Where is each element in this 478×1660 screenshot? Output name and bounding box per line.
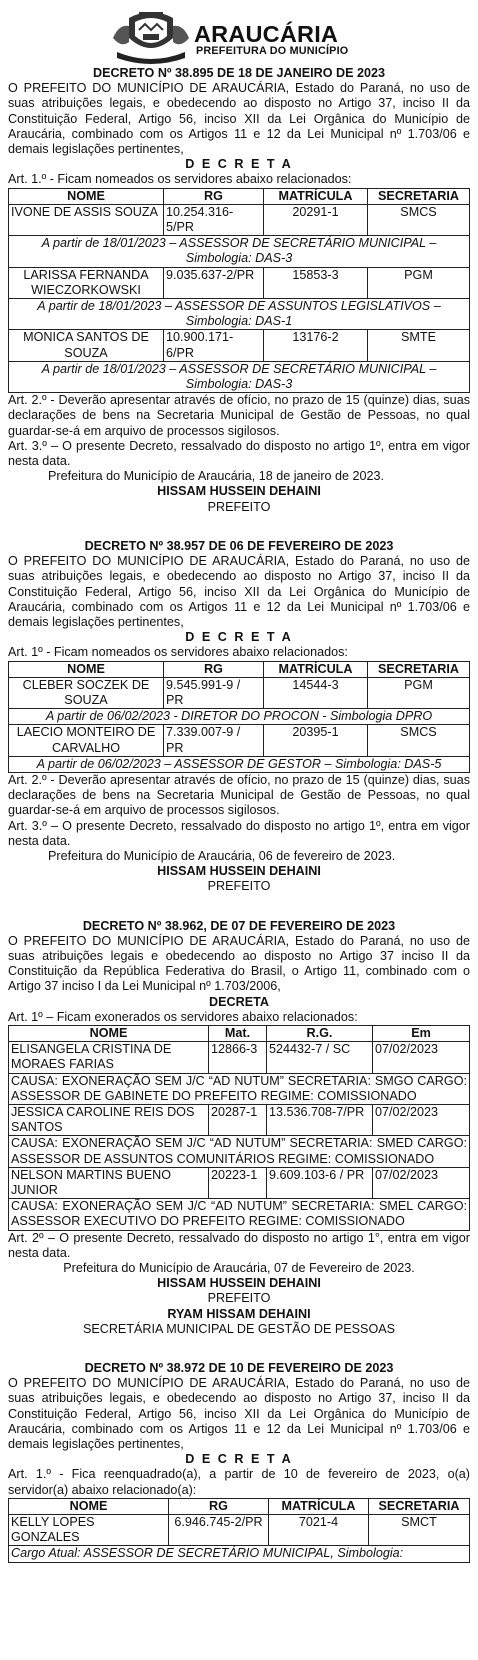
cell-secretaria: SMCS — [368, 204, 470, 235]
cell-nome: NELSON MARTINS BUENO JUNIOR — [9, 1167, 209, 1198]
cell-note: Cargo Atual: ASSESSOR DE SECRETÁRIO MUNICIPAL, Simbologia: — [9, 1546, 470, 1562]
reclassification-table — [8, 1498, 470, 1563]
col-nome: NOME — [9, 661, 164, 677]
decreta-heading: DECRETA — [209, 994, 269, 1009]
cell-secretaria: SMTE — [368, 330, 470, 361]
col-rg: R.G. — [267, 1025, 373, 1041]
signer-role: PREFEITO — [207, 499, 271, 514]
preamble: O PREFEITO DO MUNICÍPIO DE ARAUCÁRIA, Estado do Paraná, no uso de suas atribuições legais e obedecendo ao disposto no Artigo 37 inciso II da Constituição da República Federativa do Brasil, o Artigo 11, combinado com o Artigo 37 inciso I da Lei Municipal nº 1.703/2006, — [8, 933, 470, 994]
signer2-role: SECRETÁRIA MUNICIPAL DE GESTÃO DE PESSOAS — [82, 1321, 396, 1336]
table-row — [9, 267, 470, 298]
cell-secretaria: PGM — [368, 677, 470, 708]
col-secretaria: SECRETARIA — [368, 661, 470, 677]
cell-rg: 9.609.103-6 / PR — [267, 1167, 373, 1198]
cell-rg: 9.035.637-2/PR — [164, 267, 264, 298]
table-row — [9, 1042, 470, 1073]
preamble: O PREFEITO DO MUNICÍPIO DE ARAUCÁRIA, Estado do Paraná, no uso de suas atribuições legais, e obedecendo ao disposto no Artigo 37, inciso II da Constituição Federal, Artigo 56, inciso XII da Lei Orgânica do Município de Araucária, combinado com os Artigos 11 e 12 da Lei Municipal nº 1.703/06 e demais legislações pertinentes, — [8, 81, 470, 157]
cell-mat: 12866-3 — [209, 1042, 267, 1073]
cell-em: 07/02/2023 — [373, 1042, 470, 1073]
preamble: O PREFEITO DO MUNICÍPIO DE ARAUCÁRIA, Estado do Paraná, no uso de suas atribuições legais, e obedecendo ao disposto no Artigo 37, inciso II da Constituição Federal, Artigo 56, inciso XII da Lei Orgânica do Município de Araucária, combinado com os Artigos 11 e 12 da Lei Municipal nº 1.703/06 e demais legislações pertinentes, — [8, 554, 470, 629]
cell-cause: CAUSA: EXONERAÇÃO SEM J/C “AD NUTUM” SECRETARIA: SMED CARGO: ASSESSOR DE ASSUNTOS COMUNITÁRIOS REGIME: COMISSIONADO — [9, 1136, 470, 1167]
article-3: Art. 3.º – O presente Decreto, ressalvado do disposto no artigo 1º, entra em vigor nesta data. — [8, 818, 470, 848]
decree-38962 — [8, 919, 470, 1337]
cell-matricula: 13176-2 — [264, 330, 368, 361]
article-2: Art. 2.º - Deverão apresentar através de ofício, no prazo de 15 (quinze) dias, suas declarações de bens na Secretaria Municipal de Gestão de Pessoas, no qual guardar-se-á em arquivo de processos sigilosos. — [8, 393, 470, 438]
signer-name: HISSAM HUSSEIN DEHAINI — [157, 484, 321, 499]
cell-note: A partir de 18/01/2023 – ASSESSOR DE SECRETÁRIO MUNICIPAL – Simbologia: DAS-3 — [9, 236, 470, 267]
decreta-heading: D E C R E T A — [185, 1452, 293, 1467]
place-date: Prefeitura do Município de Araucária, 07 de Fevereiro de 2023. — [63, 1261, 415, 1276]
municipal-crest-icon — [109, 8, 193, 64]
cell-nome: LARISSA FERNANDA WIECZORKOWSKI — [9, 267, 164, 298]
cell-mat: 20287-1 — [209, 1105, 267, 1136]
article-1: Art. 1.º - Ficam nomeados os servidores abaixo relacionados: — [8, 172, 352, 187]
col-rg: RG — [164, 661, 264, 677]
col-rg: RG — [169, 1498, 269, 1514]
table-note-row — [9, 709, 470, 725]
cell-rg: 6.946.745-2/PR — [169, 1515, 269, 1546]
col-em: Em — [373, 1025, 470, 1041]
col-nome: NOME — [9, 188, 164, 204]
cell-note: A partir de 06/02/2023 - DIRETOR DO PROCON - Simbologia DPRO — [9, 709, 470, 725]
col-nome: NOME — [9, 1025, 209, 1041]
cell-mat: 20223-1 — [209, 1167, 267, 1198]
appointees-table — [8, 661, 470, 773]
col-secretaria: SECRETARIA — [369, 1498, 470, 1514]
table-header-row — [9, 188, 470, 204]
table-note-row — [9, 361, 470, 392]
brand-name: ARAUCÁRIA — [194, 21, 339, 47]
table-row — [9, 204, 470, 235]
cell-nome: JESSICA CAROLINE REIS DOS SANTOS — [9, 1105, 209, 1136]
article-2: Art. 2.º - Deverão apresentar através de ofício, no prazo de 15 (quinze) dias, suas declarações de bens na Secretaria Municipal de Gestão de Pessoas, no qual guardar-se-á em arquivo de processos sigilosos. — [8, 772, 470, 818]
article-1: Art. 1.º - Fica reenquadrado(a), a partir de 10 de fevereiro de 2023, o(a) servidor(a) abaixo relacionado(a): — [8, 1467, 470, 1497]
cell-note: A partir de 06/02/2023 – ASSESSOR DE GESTOR – Simbologia: DAS-5 — [9, 756, 470, 772]
brand-subtitle: PREFEITURA DO MUNICÍPIO — [196, 45, 349, 57]
table-note-row — [9, 1546, 470, 1562]
preamble: O PREFEITO DO MUNICÍPIO DE ARAUCÁRIA, Estado do Paraná, no uso de suas atribuições legais, e obedecendo ao disposto no Artigo 37, inciso II da Constituição Federal, Artigo 56, inciso XII da Lei Orgânica do Município de Araucária, combinado com os Artigos 11 e 12 da Lei Municipal nº 1.703/06 e demais legislações pertinentes, — [8, 1376, 470, 1452]
document-page — [8, 0, 470, 1660]
cell-cause: CAUSA: EXONERAÇÃO SEM J/C “AD NUTUM” SECRETARIA: SMGO CARGO: ASSESSOR DE GABINETE DO PREFEITO REGIME: COMISSIONADO — [9, 1073, 470, 1104]
cell-secretaria: SMCS — [368, 725, 470, 756]
cell-matricula: 14544-3 — [264, 677, 368, 708]
table-row — [9, 1515, 470, 1546]
cell-matricula: 7021-4 — [269, 1515, 369, 1546]
cell-em: 07/02/2023 — [373, 1167, 470, 1198]
article-1: Art. 1º – Ficam exonerados os servidores abaixo relacionados: — [8, 1009, 358, 1024]
decree-38972 — [8, 1361, 470, 1563]
article-3: Art. 3.º – O presente Decreto, ressalvado do disposto no artigo 1º, entra em vigor nesta data. — [8, 438, 470, 469]
cell-nome: ELISANGELA CRISTINA DE MORAES FARIAS — [9, 1042, 209, 1073]
cell-matricula: 15853-3 — [264, 267, 368, 298]
cell-matricula: 20395-1 — [264, 725, 368, 756]
cell-rg: 524432-7 / SC — [267, 1042, 373, 1073]
cell-matricula: 20291-1 — [264, 204, 368, 235]
masthead — [8, 0, 470, 66]
cell-secretaria: PGM — [368, 267, 470, 298]
col-secretaria: SECRETARIA — [368, 188, 470, 204]
appointees-table — [8, 188, 470, 394]
cell-rg: 10.254.316-5/PR — [164, 204, 264, 235]
exonerations-table — [8, 1025, 470, 1231]
table-row — [9, 1105, 470, 1136]
table-header-row — [9, 1498, 470, 1514]
table-note-row — [9, 299, 470, 330]
col-matricula: MATRÍCULA — [264, 188, 368, 204]
table-header-row — [9, 1025, 470, 1041]
cell-cause: CAUSA: EXONERAÇÃO SEM J/C “AD NUTUM” SECRETARIA: SMEL CARGO: ASSESSOR EXECUTIVO DO PREFEITO REGIME: COMISSIONADO — [9, 1199, 470, 1230]
cell-nome: MONICA SANTOS DE SOUZA — [9, 330, 164, 361]
table-cause-row — [9, 1199, 470, 1230]
table-row — [9, 725, 470, 756]
table-row — [9, 330, 470, 361]
cell-nome: CLEBER SOCZEK DE SOUZA — [9, 677, 164, 708]
decree-title: DECRETO Nº 38.895 DE 18 DE JANEIRO DE 2023 — [92, 66, 386, 80]
cell-nome: KELLY LOPES GONZALES — [9, 1515, 169, 1546]
signer-role: PREFEITO — [207, 879, 271, 894]
col-mat: Mat. — [209, 1025, 267, 1041]
cell-nome: IVONE DE ASSIS SOUZA — [9, 204, 164, 235]
table-note-row — [9, 756, 470, 772]
table-header-row — [9, 661, 470, 677]
table-cause-row — [9, 1136, 470, 1167]
table-cause-row — [9, 1073, 470, 1104]
signer-name: HISSAM HUSSEIN DEHAINI — [157, 1276, 321, 1291]
cell-nome: LAECIO MONTEIRO DE CARVALHO — [9, 725, 164, 756]
article-1: Art. 1º - Ficam nomeados os servidores abaixo relacionados: — [8, 645, 348, 660]
table-note-row — [9, 236, 470, 267]
signer-name: HISSAM HUSSEIN DEHAINI — [157, 864, 321, 879]
cell-rg: 7.339.007-9 / PR — [164, 725, 264, 756]
decree-38895 — [8, 66, 470, 515]
cell-rg: 9.545.991-9 / PR — [164, 677, 264, 708]
decree-38957 — [8, 539, 470, 895]
decree-title: DECRETO Nº 38.957 DE 06 DE FEVEREIRO DE 2023 — [84, 538, 394, 553]
col-matricula: MATRÍCULA — [269, 1498, 369, 1514]
cell-note: A partir de 18/01/2023 – ASSESSOR DE ASSUNTOS LEGISLATIVOS – Simbologia: DAS-1 — [9, 299, 470, 330]
table-row — [9, 1167, 470, 1198]
decree-title: DECRETO Nº 38.962, DE 07 DE FEVEREIRO DE 2023 — [82, 918, 396, 933]
decree-title: DECRETO Nº 38.972 DE 10 DE FEVEREIRO DE 2023 — [84, 1361, 394, 1376]
signer-role: PREFEITO — [207, 1291, 271, 1306]
cell-note: A partir de 18/01/2023 – ASSESSOR DE SECRETÁRIO MUNICIPAL – Simbologia: DAS-3 — [9, 361, 470, 392]
place-date: Prefeitura do Município de Araucária, 18 de janeiro de 2023. — [48, 469, 385, 484]
decreta-heading: D E C R E T A — [185, 630, 293, 645]
cell-rg: 13.536.708-7/PR — [267, 1105, 373, 1136]
col-rg: RG — [164, 188, 264, 204]
place-date: Prefeitura do Município de Araucária, 06 de fevereiro de 2023. — [48, 848, 396, 863]
article-2: Art. 2º – O presente Decreto, ressalvado do disposto no artigo 1°, entra em vigor nesta data. — [8, 1230, 470, 1260]
col-nome: NOME — [9, 1498, 169, 1514]
decreta-heading: D E C R E T A — [185, 157, 293, 172]
signer2-name: RYAM HISSAM DEHAINI — [167, 1306, 311, 1321]
cell-secretaria: SMCT — [369, 1515, 470, 1546]
cell-rg: 10.900.171-6/PR — [164, 330, 264, 361]
col-matricula: MATRÍCULA — [264, 661, 368, 677]
table-row — [9, 677, 470, 708]
cell-em: 07/02/2023 — [373, 1105, 470, 1136]
